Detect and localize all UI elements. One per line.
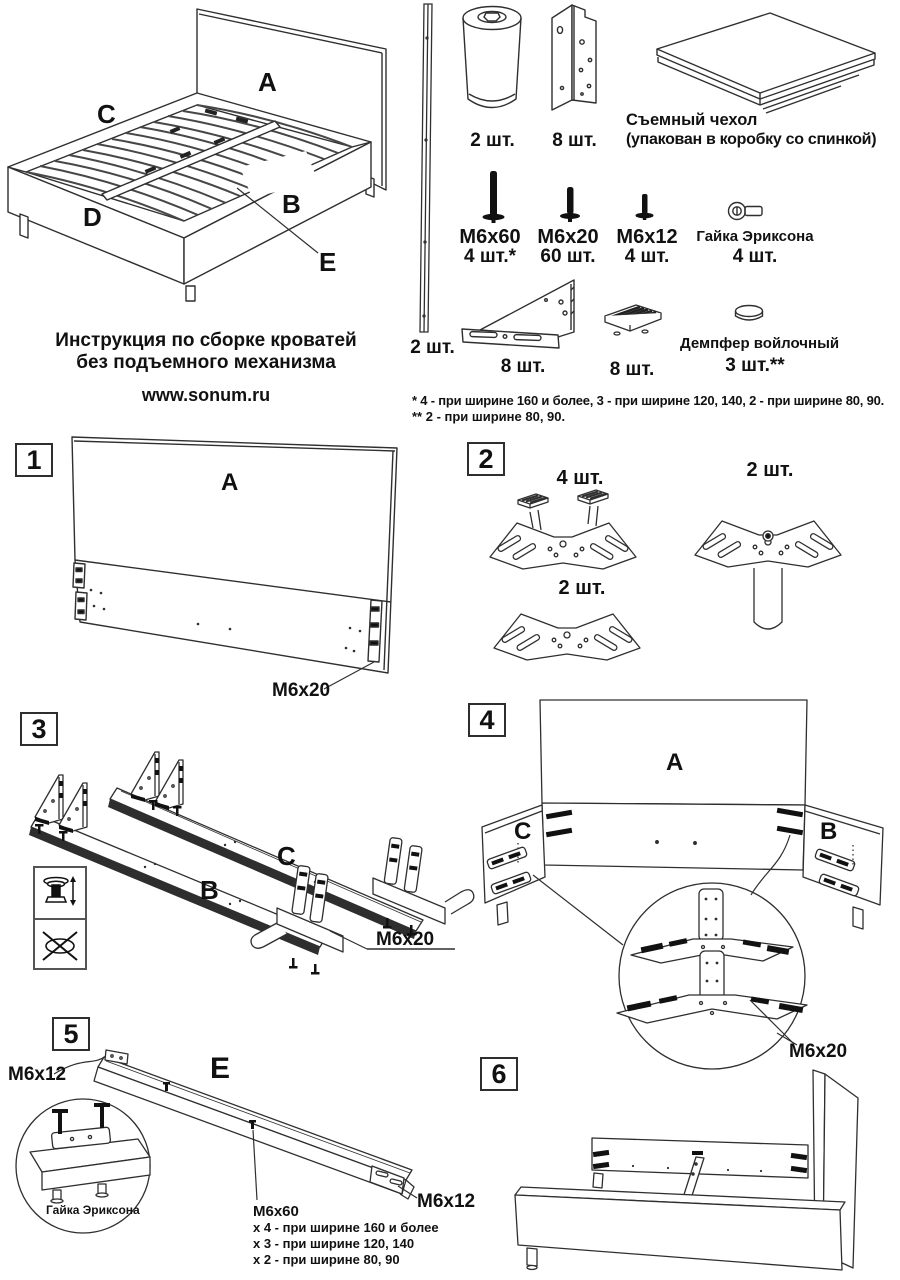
- step2-legs-qty: 2 шт.: [746, 459, 794, 481]
- step4-label-a: A: [666, 749, 684, 776]
- step3-bolt-label: M6x20: [376, 929, 435, 950]
- step5-number: 5: [52, 1017, 90, 1051]
- title-line1: Инструкция по сборке кроватей: [55, 330, 357, 351]
- bolt-m6x20-icon: [558, 186, 584, 226]
- step5-bolt-right-label: M6x12: [417, 1191, 476, 1212]
- bolt-m6x60-icon: [481, 170, 507, 226]
- step5-bolt-left-label: M6x12: [8, 1064, 67, 1085]
- leg-part-icon: [460, 2, 524, 122]
- erikson-nut-icon: [726, 200, 768, 222]
- step2-number: 2: [467, 442, 505, 476]
- step4-label-b: B: [820, 818, 838, 845]
- cover-name: Съемный чехол: [626, 111, 758, 129]
- height-adjust-icon: [35, 868, 85, 918]
- footnote-2: ** 2 - при ширине 80, 90.: [412, 409, 566, 424]
- corner-angle-qty: 8 шт.: [552, 130, 597, 151]
- footnote-1: * 4 - при ширине 160 и более, 3 - при ширине 120, 140, 2 - при ширине 80, 90.: [412, 393, 885, 408]
- step1-number: 1: [15, 443, 53, 477]
- step6-drawing: [493, 1058, 897, 1280]
- bolt-m6x20-name: M6x20: [537, 226, 599, 248]
- sheet-title: [40, 330, 372, 374]
- leg-qty: 2 шт.: [470, 130, 515, 151]
- bolt-m6x12-name: M6x12: [616, 226, 678, 248]
- step4-number: 4: [468, 703, 506, 737]
- step1-bolt-label: M6x20: [272, 680, 331, 701]
- erikson-nut-qty: 4 шт.: [732, 246, 778, 267]
- step5-note-1: х 4 - при ширине 160 и более: [253, 1220, 439, 1235]
- bed-overview-drawing: [0, 0, 420, 310]
- felt-damper-icon: [733, 303, 767, 327]
- triangle-bracket-part-icon: [458, 272, 590, 354]
- step3-number: 3: [20, 712, 58, 746]
- step5-nut-label: Гайка Эриксона: [46, 1203, 140, 1217]
- bolt-m6x12-qty: 4 шт.: [624, 246, 670, 267]
- flat-bar-qty: 2 шт.: [410, 337, 455, 358]
- step5-bolt-center-label: M6x60: [253, 1203, 299, 1220]
- velcro-pad-qty: 8 шт.: [609, 359, 655, 380]
- corner-angle-part-icon: [545, 0, 603, 118]
- no-unscrew-icon: [35, 918, 85, 970]
- overview-label-d: D: [83, 202, 102, 232]
- step1-drawing: [58, 430, 440, 712]
- bolt-m6x20-qty: 60 шт.: [540, 246, 596, 267]
- flat-bar-part-icon: [415, 0, 443, 340]
- overview-label-c: C: [97, 99, 116, 129]
- step4-bolt-label: M6x20: [789, 1041, 848, 1062]
- overview-label-e: E: [319, 247, 337, 277]
- bolt-m6x60-name: M6x60: [459, 226, 521, 248]
- step2-pads-qty: 4 шт.: [556, 467, 604, 489]
- erikson-nut-name: Гайка Эриксона: [696, 228, 814, 245]
- step5-note-2: х 3 - при ширине 120, 140: [253, 1236, 415, 1251]
- triangle-bracket-qty: 8 шт.: [500, 356, 546, 377]
- step6-number: 6: [480, 1057, 518, 1091]
- step5-note-3: х 2 - при ширине 80, 90: [253, 1252, 400, 1267]
- felt-damper-name: Демпфер войлочный: [680, 335, 840, 352]
- website-url: www.sonum.ru: [141, 385, 271, 405]
- step3-label-b: B: [200, 875, 219, 905]
- step3-label-c: C: [277, 841, 296, 871]
- velcro-pad-part-icon: [600, 300, 666, 348]
- bolt-m6x12-icon: [633, 193, 657, 225]
- step4-label-c: C: [514, 818, 532, 845]
- step3-drawing: [25, 742, 457, 996]
- felt-damper-qty: 3 шт.**: [725, 355, 785, 376]
- title-line2: без подъемного механизма: [76, 351, 336, 373]
- cover-note: (упакован в коробку со спинкой): [626, 131, 877, 148]
- cover-part-icon: [645, 5, 885, 125]
- step2-plates-qty: 2 шт.: [558, 577, 606, 599]
- bolt-m6x60-qty: 4 шт.*: [464, 246, 516, 267]
- overview-label-b: B: [282, 189, 301, 219]
- overview-label-a: A: [258, 67, 277, 97]
- step5-label-e: E: [210, 1052, 231, 1085]
- step3-icon-box: [33, 866, 87, 970]
- step1-label-a: A: [221, 469, 239, 496]
